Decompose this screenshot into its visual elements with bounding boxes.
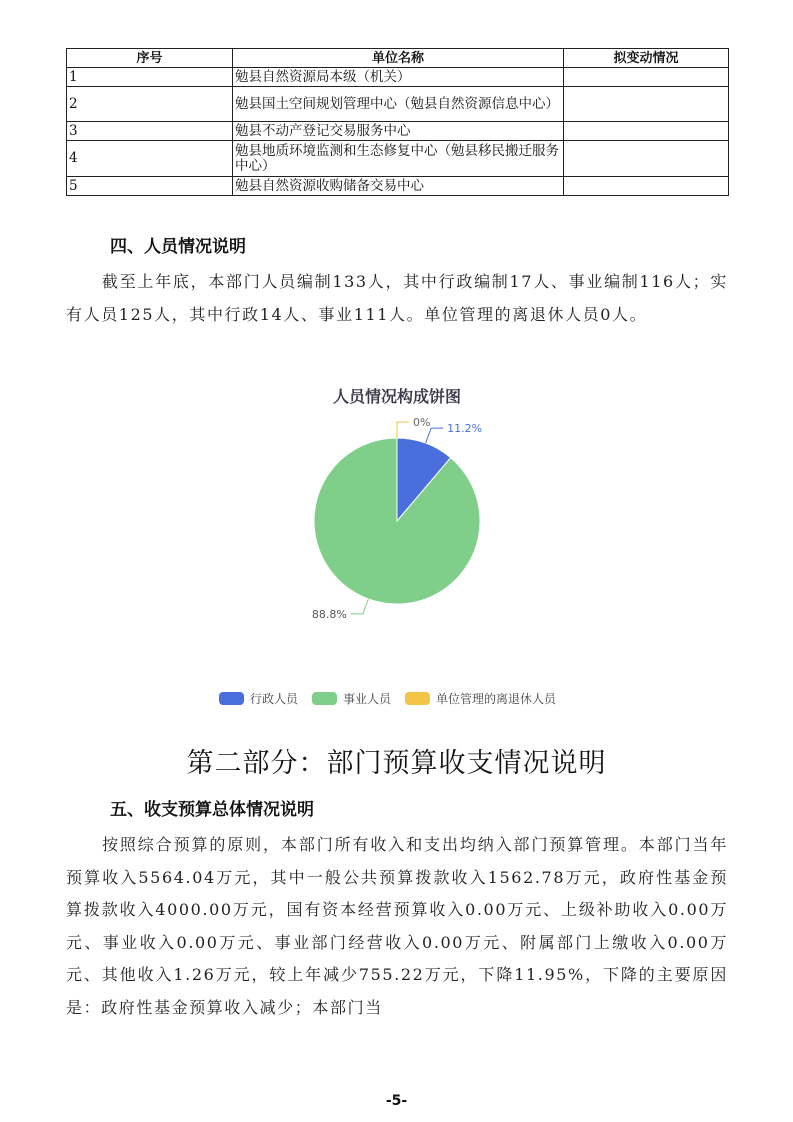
slice-label-1: 11.2% [447, 422, 483, 436]
table-header-cell: 单位名称 [233, 49, 564, 68]
legend-swatch-1 [219, 692, 244, 705]
pie-slice-2 [314, 438, 480, 604]
chart-title: 人员情况构成饼图 [332, 387, 462, 406]
change-status [564, 68, 729, 87]
leader-line-3 [397, 422, 409, 438]
change-status [564, 122, 729, 141]
part2-title: 第二部分：部门预算收支情况说明 [186, 748, 607, 779]
legend-swatch-2 [312, 692, 337, 705]
change-status [564, 141, 729, 177]
legend-label-1: 行政人员 [250, 692, 299, 706]
page-number: -5- [385, 1093, 408, 1109]
chart-legend [219, 691, 557, 706]
change-status [564, 87, 729, 122]
section5-title: 五、收支预算总体情况说明 [110, 800, 314, 820]
unit-name: 勉县地质环境监测和生态修复中心（勉县移民搬迁服务中心） [233, 141, 564, 177]
section4-paragraph: 截至上年底，本部门人员编制133人，其中行政编制17人、事业编制116人；实有人员125人，其中行政14人、事业111人。单位管理的离退休人员0人。 [66, 272, 728, 324]
unit-name: 勉县不动产登记交易服务中心 [233, 122, 564, 141]
legend-label-3: 单位管理的离退休人员 [436, 692, 557, 706]
table-row [67, 177, 729, 196]
unit-name: 勉县自然资源局本级（机关） [233, 68, 564, 87]
change-status [564, 177, 729, 196]
leader-line-1 [426, 428, 444, 443]
table-row [67, 122, 729, 141]
table-header-row [67, 49, 729, 68]
table-row [67, 87, 729, 122]
leader-line-2 [351, 599, 369, 614]
row-number: 3 [67, 122, 233, 141]
pie-chart [200, 378, 600, 713]
slice-label-3: 0% [413, 416, 431, 429]
unit-table [66, 48, 729, 196]
section5-paragraph: 按照综合预算的原则，本部门所有收入和支出均纳入部门预算管理。本部门当年预算收入5564.04万元，其中一般公共预算拨款收入1562.78万元，政府性基金预算拨款收入4000.00万元，国有资本经营预算收入0.00万元、上级补助收入0.00万元、事业收入0.00万元、事业部门经营收入0.00万元、附属部门上缴收入0.00万元、其他收入1.26万元，较上年减少755.22万元，下降11.95%，下降的主要原因是：政府性基金预算收入减少；本部门当 [66, 835, 728, 1017]
row-number: 4 [67, 141, 233, 177]
table-header-cell: 拟变动情况 [564, 49, 729, 68]
slice-label-2: 88.8% [311, 607, 347, 621]
unit-name: 勉县国土空间规划管理中心（勉县自然资源信息中心） [233, 87, 564, 122]
legend-swatch-3 [405, 692, 430, 705]
legend-label-2: 事业人员 [343, 692, 392, 706]
row-number: 1 [67, 68, 233, 87]
row-number: 5 [67, 177, 233, 196]
unit-name: 勉县自然资源收购储备交易中心 [233, 177, 564, 196]
row-number: 2 [67, 87, 233, 122]
pie-slices [314, 438, 480, 604]
section4-title: 四、人员情况说明 [110, 237, 246, 257]
table-row [67, 68, 729, 87]
table-header-cell: 序号 [67, 49, 233, 68]
table-row [67, 141, 729, 177]
